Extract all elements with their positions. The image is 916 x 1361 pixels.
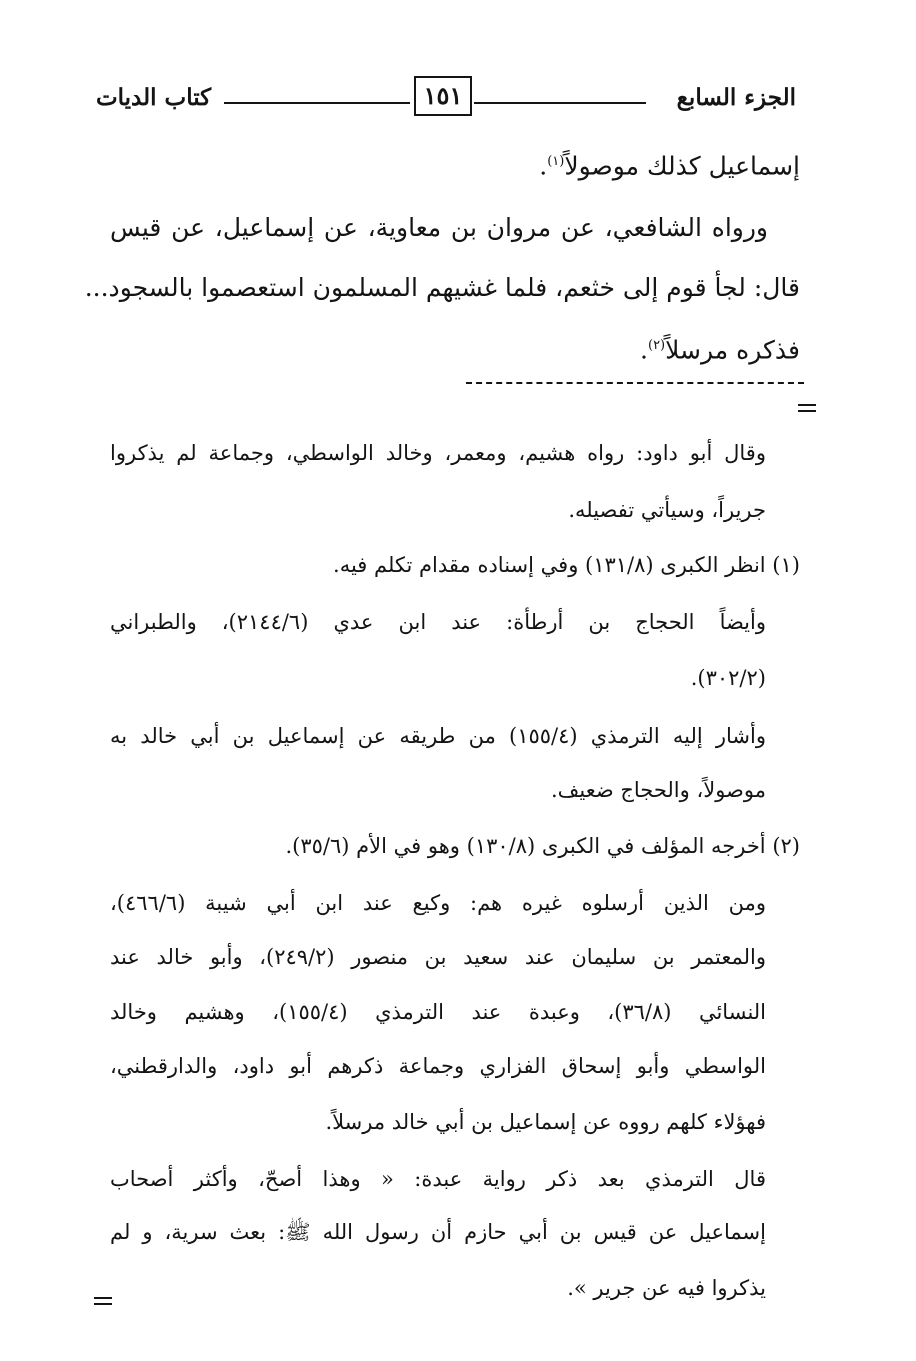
- footnote-2: (٢) أخرجه المؤلف في الكبرى (١٣٠/٨) وهو في الأم (٣٥/٦).: [285, 834, 800, 858]
- footnote-line: والمعتمر بن سليمان عند سعيد بن منصور (٢٤٩/٢)، وأبو خالد عند: [110, 945, 766, 969]
- footnote-line: وقال أبو داود: رواه هشيم، ومعمر، وخالد الواسطي، وجماعة لم يذكروا: [110, 441, 766, 465]
- footnote-ref-1: (١): [547, 154, 565, 169]
- footnote-line: فهؤلاء كلهم رووه عن إسماعيل بن أبي خالد مرسلاً.: [325, 1110, 766, 1134]
- footnote-line: يذكروا فيه عن جرير ».: [567, 1276, 766, 1300]
- footnote-line: قال الترمذي بعد ذكر رواية عبدة: « وهذا أصحّ، وأكثر أصحاب: [110, 1167, 766, 1191]
- main-line-4: [110, 326, 800, 370]
- end-mark: .: [539, 151, 548, 181]
- main-line-3: قال: لجأ قوم إلى خثعم، فلما غشيهم المسلمون استعصموا بالسجود...: [84, 273, 800, 302]
- book-title: كتاب الديات: [96, 84, 212, 111]
- footnote-line: جريراً، وسيأتي تفصيله.: [568, 498, 766, 522]
- continuation-mark: [94, 1297, 112, 1305]
- footnote-separator: [466, 382, 804, 384]
- main-text: إسماعيل كذلك موصولاً: [564, 151, 800, 181]
- footnote-1: (١) انظر الكبرى (١٣١/٨) وفي إسناده مقدام تكلم فيه.: [333, 553, 800, 577]
- footnote-line: وأشار إليه الترمذي (١٥٥/٤) من طريقه عن إسماعيل بن أبي خالد به: [110, 724, 766, 748]
- header-rule-left: [224, 102, 410, 104]
- continuation-mark: [798, 404, 816, 412]
- footnote-line: إسماعيل عن قيس بن أبي حازم أن رسول الله ﷺ: بعث سرية، و لم: [110, 1220, 766, 1244]
- footnote-line: موصولاً، والحجاج ضعيف.: [550, 778, 766, 802]
- end-mark: .: [640, 335, 648, 365]
- running-header: [96, 76, 796, 124]
- footnote-line: ومن الذين أرسلوه غيره هم: وكيع عند ابن أبي شيبة (٤٦٦/٦)،: [110, 891, 766, 915]
- footnote-ref-2: (٢): [647, 338, 666, 353]
- page-number: ١٥١: [414, 76, 472, 116]
- main-line-2: ورواه الشافعي، عن مروان بن معاوية، عن إسماعيل، عن قيس: [110, 213, 768, 242]
- volume-title: الجزء السابع: [676, 84, 796, 111]
- footnote-line: (٣٠٢/٢).: [690, 666, 766, 690]
- main-text: فذكره مرسلاً: [665, 335, 800, 365]
- footnote-line: الواسطي وأبو إسحاق الفزاري وجماعة ذكرهم أبو داود، والدارقطني،: [110, 1054, 766, 1078]
- footnote-line: النسائي (٣٦/٨)، وعبدة عند الترمذي (١٥٥/٤)، وهشيم وخالد: [110, 1000, 767, 1024]
- header-rule-right: [474, 102, 646, 104]
- footnote-line: وأيضاً الحجاج بن أرطأة: عند ابن عدي (٢١٤٤/٦)، والطبراني: [110, 610, 766, 634]
- main-line-1: [110, 142, 800, 186]
